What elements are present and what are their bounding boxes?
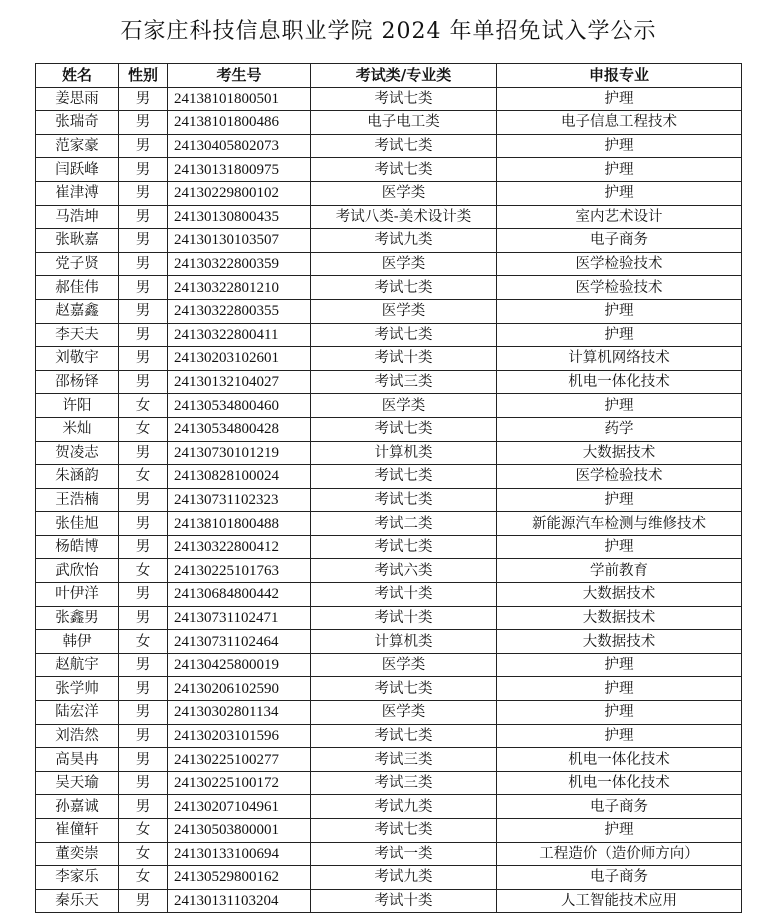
- cell-exam-id: 24130828100024: [168, 465, 311, 489]
- cell-gender: 男: [119, 488, 168, 512]
- cell-gender: 女: [119, 842, 168, 866]
- cell-major: 护理: [497, 677, 742, 701]
- cell-major: 护理: [497, 323, 742, 347]
- cell-major: 护理: [497, 158, 742, 182]
- cell-exam-type: 考试十类: [311, 583, 497, 607]
- cell-exam-id: 24130131103204: [168, 889, 311, 913]
- cell-major: 护理: [497, 87, 742, 111]
- table-row: [36, 134, 742, 158]
- cell-gender: 女: [119, 819, 168, 843]
- cell-gender: 男: [119, 795, 168, 819]
- cell-major: 医学检验技术: [497, 465, 742, 489]
- table-row: [36, 111, 742, 135]
- cell-exam-type: 考试七类: [311, 535, 497, 559]
- cell-gender: 男: [119, 134, 168, 158]
- cell-exam-type: 考试九类: [311, 795, 497, 819]
- cell-exam-type: 考试七类: [311, 134, 497, 158]
- cell-name: 韩伊: [36, 630, 119, 654]
- table-row: [36, 583, 742, 607]
- cell-exam-id: 24130730101219: [168, 441, 311, 465]
- cell-major: 护理: [497, 181, 742, 205]
- cell-name: 张佳旭: [36, 512, 119, 536]
- cell-major: 药学: [497, 417, 742, 441]
- cell-name: 李天夫: [36, 323, 119, 347]
- cell-exam-type: 电子电工类: [311, 111, 497, 135]
- cell-exam-type: 考试七类: [311, 158, 497, 182]
- cell-gender: 男: [119, 229, 168, 253]
- cell-name: 姜思雨: [36, 87, 119, 111]
- cell-gender: 男: [119, 771, 168, 795]
- cell-exam-id: 24130529800162: [168, 866, 311, 890]
- cell-gender: 男: [119, 370, 168, 394]
- table-row: [36, 889, 742, 913]
- cell-name: 朱涵韵: [36, 465, 119, 489]
- cell-major: 学前教育: [497, 559, 742, 583]
- cell-exam-type: 医学类: [311, 701, 497, 725]
- table-row: [36, 559, 742, 583]
- cell-major: 医学检验技术: [497, 252, 742, 276]
- cell-exam-id: 24130534800460: [168, 394, 311, 418]
- cell-exam-id: 24130684800442: [168, 583, 311, 607]
- cell-exam-type: 考试七类: [311, 323, 497, 347]
- cell-name: 崔津溥: [36, 181, 119, 205]
- table-row: [36, 677, 742, 701]
- table-body: [36, 87, 742, 913]
- table-row: [36, 441, 742, 465]
- table-row: [36, 276, 742, 300]
- cell-exam-type: 考试九类: [311, 229, 497, 253]
- cell-name: 叶伊洋: [36, 583, 119, 607]
- table-row: [36, 87, 742, 111]
- table-row: [36, 606, 742, 630]
- cell-name: 刘敬宇: [36, 347, 119, 371]
- table-row: [36, 653, 742, 677]
- cell-name: 张耿嘉: [36, 229, 119, 253]
- cell-name: 杨皓博: [36, 535, 119, 559]
- table-row: [36, 205, 742, 229]
- cell-major: 护理: [497, 488, 742, 512]
- cell-exam-id: 24130203102601: [168, 347, 311, 371]
- cell-major: 大数据技术: [497, 583, 742, 607]
- cell-major: 室内艺术设计: [497, 205, 742, 229]
- cell-major: 机电一体化技术: [497, 370, 742, 394]
- cell-name: 董奕崇: [36, 842, 119, 866]
- cell-exam-type: 计算机类: [311, 441, 497, 465]
- cell-gender: 男: [119, 889, 168, 913]
- cell-gender: 男: [119, 724, 168, 748]
- table-row: [36, 229, 742, 253]
- cell-gender: 女: [119, 559, 168, 583]
- cell-gender: 男: [119, 441, 168, 465]
- cell-major: 大数据技术: [497, 630, 742, 654]
- table-row: [36, 819, 742, 843]
- cell-name: 孙嘉诚: [36, 795, 119, 819]
- cell-name: 许阳: [36, 394, 119, 418]
- cell-major: 工程造价（造价师方向）: [497, 842, 742, 866]
- cell-major: 护理: [497, 134, 742, 158]
- cell-exam-type: 考试九类: [311, 866, 497, 890]
- cell-major: 护理: [497, 819, 742, 843]
- cell-exam-type: 考试七类: [311, 465, 497, 489]
- cell-major: 护理: [497, 535, 742, 559]
- cell-exam-id: 24130229800102: [168, 181, 311, 205]
- cell-exam-id: 24138101800486: [168, 111, 311, 135]
- cell-exam-id: 24130322800412: [168, 535, 311, 559]
- table-row: [36, 465, 742, 489]
- cell-name: 吴天瑜: [36, 771, 119, 795]
- cell-name: 米灿: [36, 417, 119, 441]
- table-row: [36, 512, 742, 536]
- cell-name: 党子贤: [36, 252, 119, 276]
- cell-major: 大数据技术: [497, 441, 742, 465]
- table-row: [36, 866, 742, 890]
- cell-gender: 男: [119, 653, 168, 677]
- cell-gender: 男: [119, 158, 168, 182]
- table-row: [36, 417, 742, 441]
- header-gender: 性别: [119, 64, 168, 88]
- cell-exam-id: 24130132104027: [168, 370, 311, 394]
- cell-major: 人工智能技术应用: [497, 889, 742, 913]
- table-row: [36, 630, 742, 654]
- cell-name: 王浩楠: [36, 488, 119, 512]
- cell-major: 大数据技术: [497, 606, 742, 630]
- cell-gender: 男: [119, 606, 168, 630]
- cell-major: 医学检验技术: [497, 276, 742, 300]
- cell-gender: 男: [119, 181, 168, 205]
- cell-exam-type: 考试二类: [311, 512, 497, 536]
- cell-exam-type: 医学类: [311, 653, 497, 677]
- cell-exam-type: 考试十类: [311, 889, 497, 913]
- cell-exam-type: 考试七类: [311, 819, 497, 843]
- cell-name: 马浩坤: [36, 205, 119, 229]
- cell-name: 贺凌志: [36, 441, 119, 465]
- cell-name: 郝佳伟: [36, 276, 119, 300]
- cell-exam-id: 24130206102590: [168, 677, 311, 701]
- cell-name: 赵航宇: [36, 653, 119, 677]
- table-row: [36, 394, 742, 418]
- cell-gender: 男: [119, 87, 168, 111]
- cell-exam-type: 考试十类: [311, 347, 497, 371]
- cell-exam-type: 考试七类: [311, 488, 497, 512]
- cell-major: 护理: [497, 299, 742, 323]
- header-name: 姓名: [36, 64, 119, 88]
- cell-gender: 男: [119, 299, 168, 323]
- cell-name: 崔僮轩: [36, 819, 119, 843]
- cell-gender: 男: [119, 323, 168, 347]
- cell-exam-type: 医学类: [311, 181, 497, 205]
- cell-exam-type: 考试三类: [311, 370, 497, 394]
- cell-exam-type: 考试十类: [311, 606, 497, 630]
- cell-major: 机电一体化技术: [497, 748, 742, 772]
- table-row: [36, 252, 742, 276]
- cell-name: 张学帅: [36, 677, 119, 701]
- page-title: 石家庄科技信息职业学院 2024 年单招免试入学公示: [120, 19, 657, 44]
- cell-exam-id: 24130133100694: [168, 842, 311, 866]
- cell-exam-type: 考试七类: [311, 677, 497, 701]
- cell-name: 范家豪: [36, 134, 119, 158]
- table-row: [36, 158, 742, 182]
- cell-exam-id: 24130322800355: [168, 299, 311, 323]
- cell-gender: 男: [119, 701, 168, 725]
- cell-major: 电子商务: [497, 795, 742, 819]
- cell-exam-id: 24130225101763: [168, 559, 311, 583]
- cell-exam-id: 24130130800435: [168, 205, 311, 229]
- cell-name: 陆宏洋: [36, 701, 119, 725]
- cell-major: 护理: [497, 653, 742, 677]
- cell-exam-id: 24130322801210: [168, 276, 311, 300]
- cell-exam-id: 24130207104961: [168, 795, 311, 819]
- cell-exam-id: 24130731102464: [168, 630, 311, 654]
- header-row: [36, 64, 742, 88]
- cell-gender: 男: [119, 583, 168, 607]
- cell-major: 电子商务: [497, 229, 742, 253]
- cell-exam-type: 考试八类-美术设计类: [311, 205, 497, 229]
- header-major: 申报专业: [497, 64, 742, 88]
- cell-gender: 男: [119, 512, 168, 536]
- table-row: [36, 724, 742, 748]
- table-row: [36, 701, 742, 725]
- cell-name: 武欣怡: [36, 559, 119, 583]
- cell-gender: 女: [119, 417, 168, 441]
- cell-exam-id: 24130425800019: [168, 653, 311, 677]
- table-header: [36, 64, 742, 88]
- cell-major: 新能源汽车检测与维修技术: [497, 512, 742, 536]
- cell-major: 护理: [497, 394, 742, 418]
- table-row: [36, 795, 742, 819]
- table-row: [36, 488, 742, 512]
- cell-exam-id: 24130130103507: [168, 229, 311, 253]
- cell-gender: 女: [119, 630, 168, 654]
- cell-major: 电子信息工程技术: [497, 111, 742, 135]
- cell-exam-id: 24130225100277: [168, 748, 311, 772]
- cell-name: 邵杨铎: [36, 370, 119, 394]
- cell-exam-id: 24130225100172: [168, 771, 311, 795]
- table-row: [36, 347, 742, 371]
- cell-major: 电子商务: [497, 866, 742, 890]
- cell-exam-id: 24130131800975: [168, 158, 311, 182]
- cell-exam-id: 24130731102323: [168, 488, 311, 512]
- cell-major: 计算机网络技术: [497, 347, 742, 371]
- table-row: [36, 299, 742, 323]
- cell-exam-id: 24130731102471: [168, 606, 311, 630]
- cell-exam-type: 考试三类: [311, 748, 497, 772]
- admission-table: [35, 63, 742, 913]
- cell-name: 李家乐: [36, 866, 119, 890]
- cell-exam-type: 考试六类: [311, 559, 497, 583]
- table-row: [36, 748, 742, 772]
- cell-exam-type: 考试一类: [311, 842, 497, 866]
- cell-exam-type: 医学类: [311, 252, 497, 276]
- cell-name: 张瑞奇: [36, 111, 119, 135]
- cell-exam-id: 24130405802073: [168, 134, 311, 158]
- cell-exam-id: 24130322800411: [168, 323, 311, 347]
- header-exam-id: 考生号: [168, 64, 311, 88]
- cell-exam-type: 考试七类: [311, 417, 497, 441]
- cell-exam-type: 考试七类: [311, 276, 497, 300]
- table-row: [36, 181, 742, 205]
- cell-name: 刘浩然: [36, 724, 119, 748]
- table-row: [36, 535, 742, 559]
- cell-exam-type: 考试七类: [311, 724, 497, 748]
- cell-gender: 男: [119, 276, 168, 300]
- table-row: [36, 842, 742, 866]
- table-row: [36, 771, 742, 795]
- cell-name: 秦乐天: [36, 889, 119, 913]
- table-row: [36, 370, 742, 394]
- cell-exam-id: 24138101800488: [168, 512, 311, 536]
- cell-major: 机电一体化技术: [497, 771, 742, 795]
- cell-exam-id: 24130203101596: [168, 724, 311, 748]
- cell-exam-id: 24138101800501: [168, 87, 311, 111]
- cell-name: 闫跃峰: [36, 158, 119, 182]
- cell-gender: 男: [119, 205, 168, 229]
- header-exam-type: 考试类/专业类: [311, 64, 497, 88]
- cell-gender: 男: [119, 111, 168, 135]
- cell-exam-id: 24130302801134: [168, 701, 311, 725]
- cell-exam-type: 考试七类: [311, 87, 497, 111]
- cell-gender: 男: [119, 677, 168, 701]
- cell-gender: 女: [119, 866, 168, 890]
- cell-exam-type: 医学类: [311, 299, 497, 323]
- cell-exam-id: 24130322800359: [168, 252, 311, 276]
- cell-name: 张鑫男: [36, 606, 119, 630]
- cell-exam-type: 医学类: [311, 394, 497, 418]
- cell-exam-id: 24130534800428: [168, 417, 311, 441]
- cell-major: 护理: [497, 701, 742, 725]
- cell-gender: 女: [119, 394, 168, 418]
- cell-gender: 男: [119, 252, 168, 276]
- cell-gender: 男: [119, 748, 168, 772]
- cell-gender: 男: [119, 535, 168, 559]
- cell-name: 赵嘉鑫: [36, 299, 119, 323]
- cell-gender: 女: [119, 465, 168, 489]
- cell-major: 护理: [497, 724, 742, 748]
- cell-exam-type: 计算机类: [311, 630, 497, 654]
- cell-exam-type: 考试三类: [311, 771, 497, 795]
- cell-exam-id: 24130503800001: [168, 819, 311, 843]
- cell-name: 高昊冉: [36, 748, 119, 772]
- cell-gender: 男: [119, 347, 168, 371]
- table-row: [36, 323, 742, 347]
